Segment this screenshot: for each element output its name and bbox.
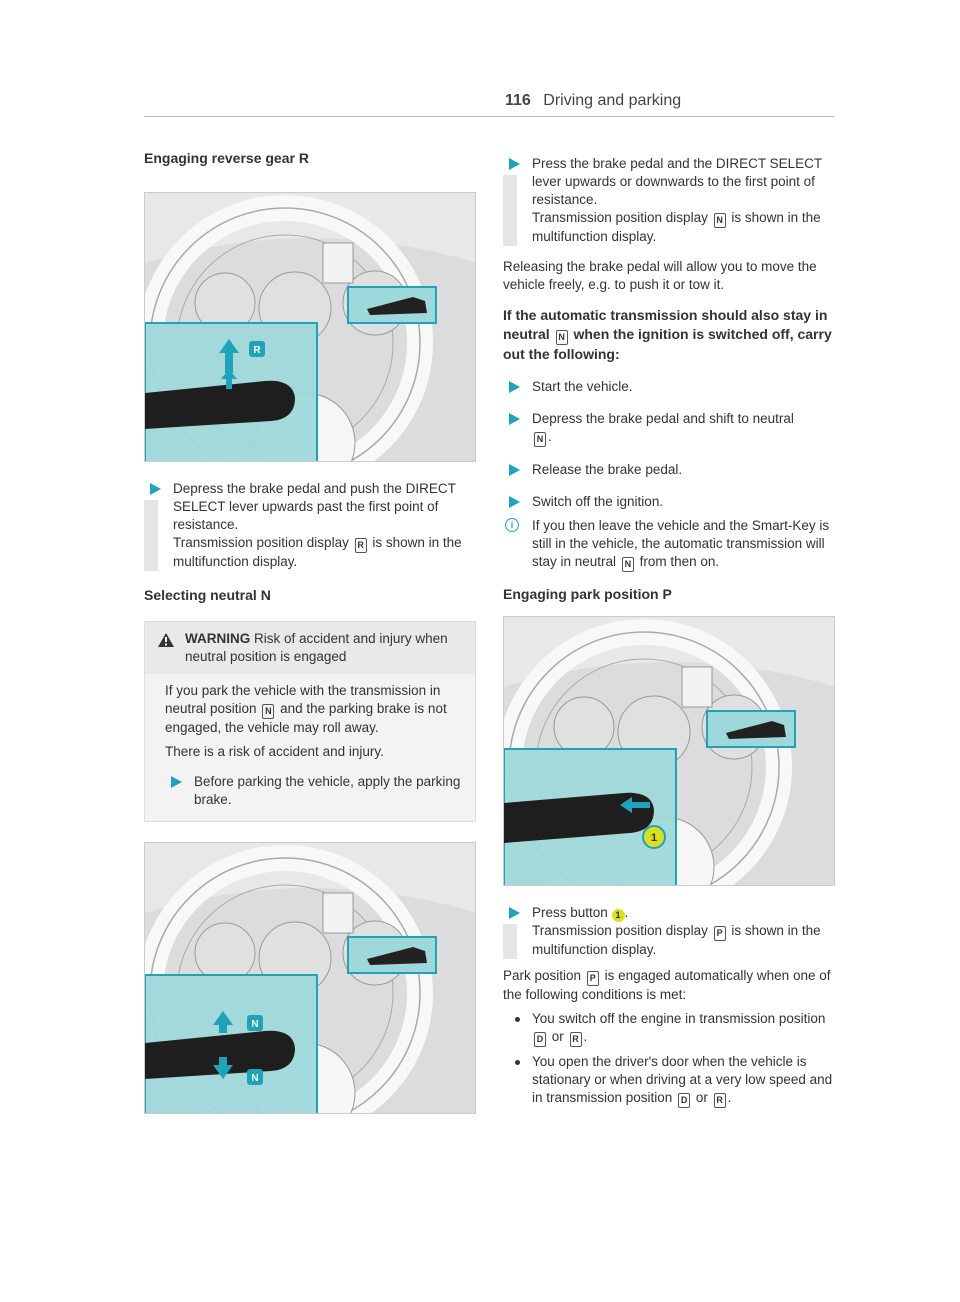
step-arrow-icon	[150, 483, 161, 495]
figure-reverse	[144, 192, 476, 462]
header-rule	[144, 116, 834, 117]
step-ignition: Switch off the ignition.	[503, 493, 835, 511]
heading-stay-neutral: If the automatic transmission should also stay in neutral N when the ignition is switched off, carry out the following:	[503, 307, 832, 362]
section-title: Driving and parking	[543, 92, 682, 109]
bullet-open-door: You open the driver's door when the vehicle is stationary or when driving at a very low speed and in transmission position D or R .	[503, 1053, 835, 1108]
warning-body: If you park the vehicle with the transmission in neutral position N and the parking brake is not engaged, the vehicle may roll away. There is a risk of accident and injury. Before parking the vehicle, apply the parking brake.	[145, 674, 475, 821]
warning-icon	[157, 632, 175, 648]
figure-label-1: 1	[650, 832, 658, 844]
warning-title: WARNING	[185, 631, 251, 646]
figure-neutral	[144, 842, 476, 1114]
step-press-button: Press button 1 . Transmission position display P is shown in the multifunction display.	[503, 904, 835, 959]
left-column	[144, 150, 476, 1114]
key-r: R	[355, 538, 367, 553]
page-number: 116	[505, 92, 531, 109]
release-paragraph: Releasing the brake pedal will allow you to move the vehicle freely, e.g. to push it or tow it.	[503, 259, 817, 292]
header	[505, 92, 681, 110]
step-bar	[144, 500, 158, 571]
callout-1: 1	[612, 909, 625, 922]
warning-box	[144, 621, 476, 822]
right-column	[503, 150, 835, 1108]
figure-label-r: R	[253, 345, 261, 356]
warning-header: WARNING Risk of accident and injury when neutral position is engaged	[145, 622, 475, 674]
step-reverse: Depress the brake pedal and push the DIRECT SELECT lever upwards past the first point of resistance. Transmission position display R is shown in the multifunction display.	[144, 480, 476, 571]
figure-park	[503, 616, 835, 886]
info-note: i If you then leave the vehicle and the Smart-Key is still in the vehicle, the automatic transmission will stay in neutral N from then on.	[503, 517, 835, 572]
step-release: Release the brake pedal.	[503, 461, 835, 479]
step-start: Start the vehicle.	[503, 378, 835, 396]
bullet-switch-off: You switch off the engine in transmission position D or R .	[503, 1010, 835, 1047]
heading-park: Engaging park position P	[503, 586, 672, 602]
figure-label-n-down: N	[251, 1073, 259, 1084]
step-neutral: Press the brake pedal and the DIRECT SELECT lever upwards or downwards to the first point of resistance. Transmission position display N is shown in the multifunction display.	[503, 155, 835, 246]
heading-reverse: Engaging reverse gear R	[144, 150, 309, 166]
figure-label-n-up: N	[251, 1019, 259, 1030]
heading-neutral: Selecting neutral N	[144, 587, 271, 603]
park-paragraph: Park position P is engaged automatically when one of the following conditions is met:	[503, 968, 831, 1002]
warning-step: Before parking the vehicle, apply the parking brake.	[165, 773, 465, 809]
info-icon: i	[505, 518, 519, 532]
step-shift-neutral: Depress the brake pedal and shift to neutral N .	[503, 410, 835, 447]
